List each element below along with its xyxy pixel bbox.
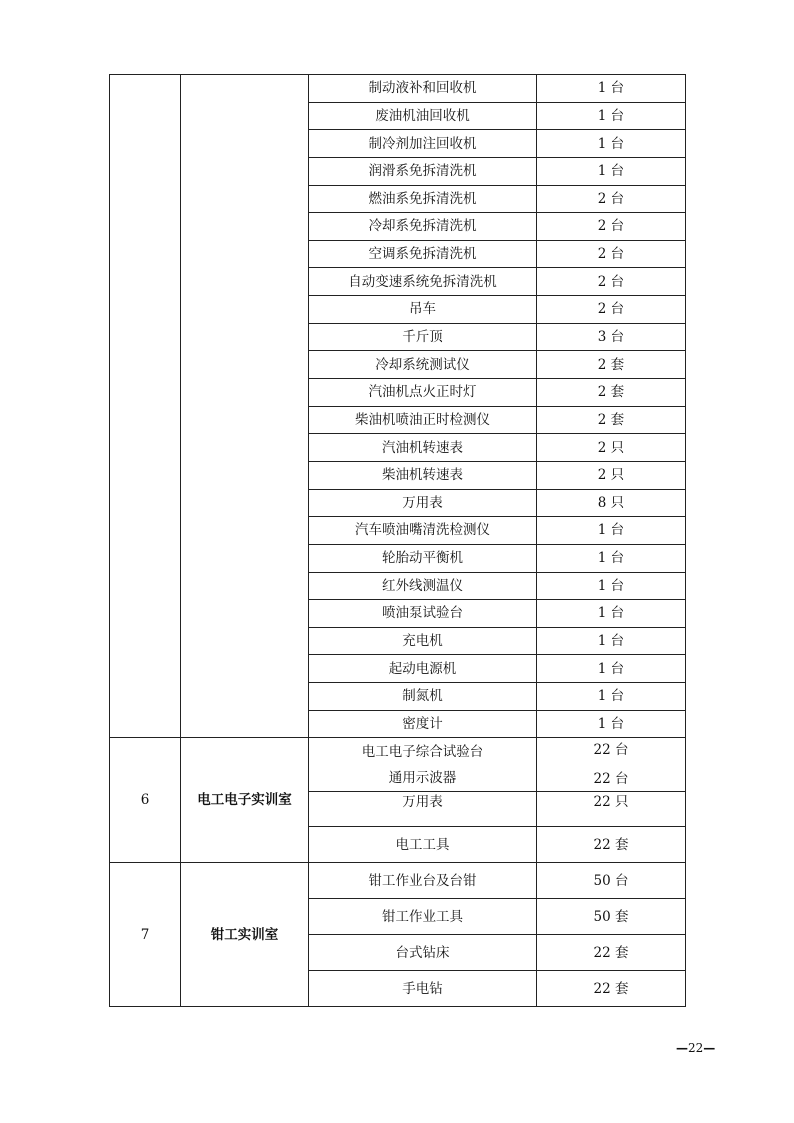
equipment-quantity-stacked [537, 738, 686, 792]
equipment-name: 制动液补和回收机 [309, 75, 537, 103]
page-number-dash-left: — [676, 1041, 688, 1055]
equipment-quantity: 1 台 [537, 102, 686, 130]
equipment-name: 轮胎动平衡机 [309, 544, 537, 572]
equipment-quantity: 1 台 [537, 655, 686, 683]
equipment-quantity: 2 台 [537, 240, 686, 268]
equipment-name: 万用表 [309, 489, 537, 517]
table-row [110, 75, 686, 103]
equipment-quantity: 22 台 [593, 771, 629, 788]
equipment-name: 冷却系统测试仪 [309, 351, 537, 379]
equipment-name: 柴油机喷油正时检测仪 [309, 406, 537, 434]
equipment-quantity: 2 只 [537, 461, 686, 489]
page-number [676, 1041, 715, 1055]
equipment-quantity: 22 套 [537, 971, 686, 1007]
equipment-quantity: 2 套 [537, 379, 686, 407]
equipment-name: 千斤顶 [309, 323, 537, 351]
equipment-name: 万用表 [309, 792, 537, 827]
equipment-quantity: 1 台 [537, 130, 686, 158]
page-number-dash-right: — [703, 1041, 716, 1055]
equipment-name: 电工工具 [309, 827, 537, 863]
equipment-table-body [110, 75, 686, 1007]
equipment-name: 自动变速系统免拆清洗机 [309, 268, 537, 296]
equipment-quantity: 50 套 [537, 899, 686, 935]
equipment-name: 空调系免拆清洗机 [309, 240, 537, 268]
page-number-value: 22 [688, 1041, 704, 1055]
equipment-name: 手电钻 [309, 971, 537, 1007]
equipment-quantity: 22 套 [537, 935, 686, 971]
serial-number-cell [110, 75, 181, 738]
equipment-name: 钳工作业台及台钳 [309, 863, 537, 899]
equipment-name: 汽车喷油嘴清洗检测仪 [309, 517, 537, 545]
equipment-name: 制氮机 [309, 683, 537, 711]
equipment-quantity: 1 台 [537, 157, 686, 185]
equipment-name: 汽油机转速表 [309, 434, 537, 462]
table-row [110, 863, 686, 899]
equipment-quantity: 1 台 [537, 683, 686, 711]
equipment-name: 喷油泵试验台 [309, 600, 537, 628]
equipment-name: 废油机油回收机 [309, 102, 537, 130]
equipment-name: 冷却系免拆清洗机 [309, 213, 537, 241]
equipment-name-stacked [309, 738, 537, 792]
equipment-quantity: 2 台 [537, 185, 686, 213]
equipment-quantity: 2 台 [537, 268, 686, 296]
equipment-quantity: 1 台 [537, 544, 686, 572]
serial-number-cell: 6 [110, 738, 181, 863]
equipment-name: 密度计 [309, 710, 537, 738]
equipment-quantity: 2 台 [537, 213, 686, 241]
equipment-name: 钳工作业工具 [309, 899, 537, 935]
equipment-quantity: 1 台 [537, 600, 686, 628]
equipment-name: 充电机 [309, 627, 537, 655]
room-name-cell: 电工电子实训室 [181, 738, 309, 863]
equipment-quantity: 1 台 [537, 627, 686, 655]
equipment-name: 制冷剂加注回收机 [309, 130, 537, 158]
equipment-name: 红外线测温仪 [309, 572, 537, 600]
equipment-name: 通用示波器 [388, 770, 457, 787]
equipment-quantity: 1 台 [537, 572, 686, 600]
equipment-quantity: 8 只 [537, 489, 686, 517]
equipment-name: 柴油机转速表 [309, 461, 537, 489]
equipment-name: 吊车 [309, 296, 537, 324]
equipment-quantity: 1 台 [537, 517, 686, 545]
equipment-name: 电工电子综合试验台 [361, 744, 484, 761]
equipment-name: 台式钻床 [309, 935, 537, 971]
room-name-cell [181, 75, 309, 738]
equipment-quantity: 1 台 [537, 75, 686, 103]
equipment-name: 燃油系免拆清洗机 [309, 185, 537, 213]
table-row [110, 738, 686, 792]
equipment-quantity: 2 套 [537, 406, 686, 434]
equipment-quantity: 2 套 [537, 351, 686, 379]
equipment-quantity: 2 台 [537, 296, 686, 324]
equipment-table [109, 74, 686, 1007]
serial-number-cell: 7 [110, 863, 181, 1007]
equipment-quantity: 50 台 [537, 863, 686, 899]
equipment-name: 润滑系免拆清洗机 [309, 157, 537, 185]
equipment-name: 汽油机点火正时灯 [309, 379, 537, 407]
equipment-quantity: 1 台 [537, 710, 686, 738]
equipment-quantity: 3 台 [537, 323, 686, 351]
equipment-quantity: 2 只 [537, 434, 686, 462]
equipment-quantity: 22 台 [593, 742, 629, 759]
equipment-quantity: 22 套 [537, 827, 686, 863]
room-name-cell: 钳工实训室 [181, 863, 309, 1007]
equipment-quantity: 22 只 [537, 792, 686, 827]
equipment-name: 起动电源机 [309, 655, 537, 683]
